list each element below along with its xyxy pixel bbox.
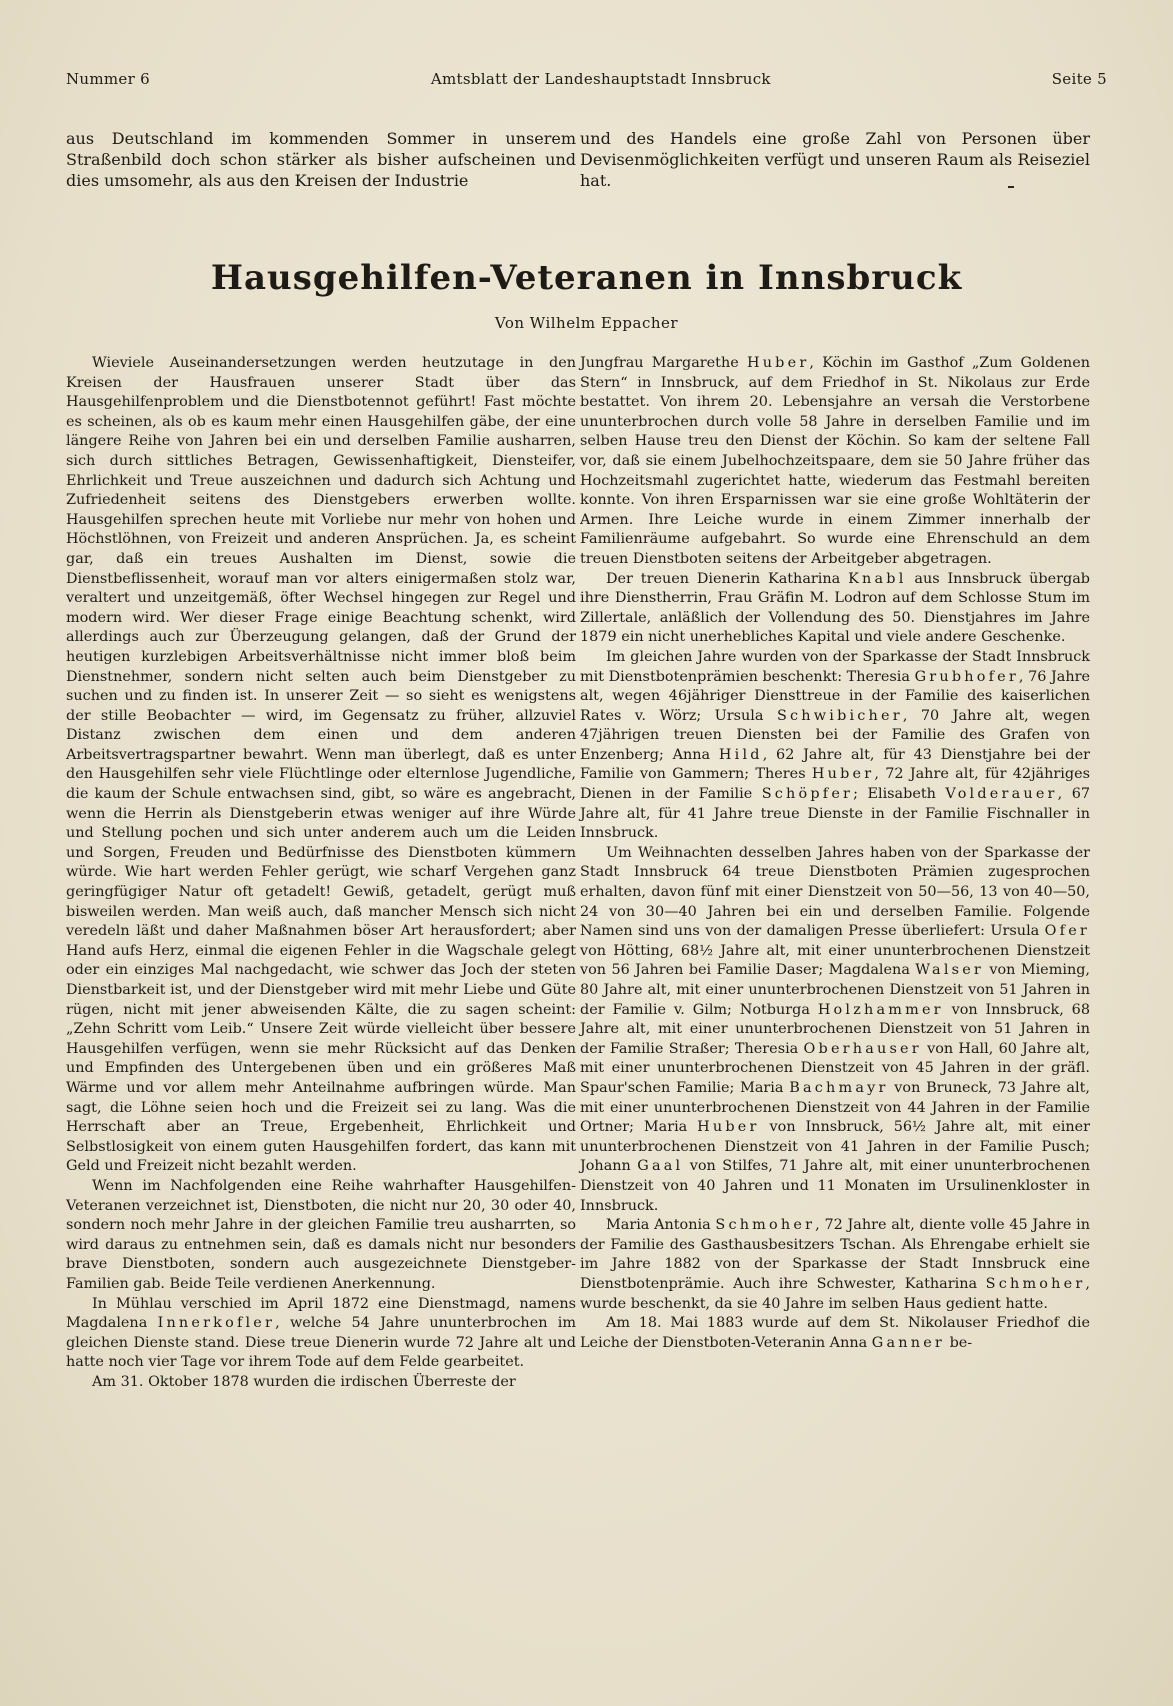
- person-name: Huber: [811, 766, 875, 783]
- person-name: Huber: [746, 355, 810, 371]
- person-name: Holzhammer: [817, 1001, 944, 1018]
- paragraph: Jungfrau Margarethe Huber, Köchin im Gasthof „Zum Goldenen Stern“ in Innsbruck, auf dem Friedhof in St. Nikolaus zur Erde bestattet. Von ihrem 20. Lebensjahre an versah die Verstorbene ununterbrochen durch volle 58 Jahre in derselben Familie und im selben Hause treu den Dienst der Köchin. So kam der seltene Fall vor, daß sie einem Jubelhochzeitspaare, dem sie 50 Jahre früher das Hochzeitsmahl zugerichtet hatte, wiederum das Festmahl bereiten konnte. Von ihren Ersparnissen war sie eine große Wohltäterin der Armen. Ihre Leiche wurde in einem Zimmer innerhalb der Familienräume aufgebahrt. So wurde eine Ehrenschuld an dem treuen Dienstboten seitens der Arbeitgeber abgetragen.: [580, 355, 1090, 567]
- person-name: Hild: [718, 746, 763, 763]
- person-name: Oberhauser: [803, 1040, 922, 1057]
- paragraph: Wenn im Nachfolgenden eine Reihe wahrhafter Hausgehilfen-Veteranen verzeichnet ist, Dienstboten, die nicht nur 20, 30 oder 40, sondern noch mehr Jahre in der gleichen Familie treu ausharrten, so wird daraus zu entnehmen sein, daß es damals nicht nur besonders brave Dienstboten, sondern auch ausgezeichnete Dienstgeber-Familien gab. Beide Teile verdienen Anerkennung.: [66, 1177, 576, 1292]
- person-name: Knabl: [848, 570, 907, 587]
- article-column-left: [66, 354, 576, 1392]
- paragraph: Am 18. Mai 1883 wurde auf dem St. Nikolauser Friedhof die Leiche der Dienstboten-Veteranin Anna Ganner be-: [580, 1315, 1090, 1351]
- page-number: Seite 5: [1051, 70, 1107, 88]
- paragraph: Am 31. Oktober 1878 wurden die irdischen Überreste der: [92, 1373, 516, 1390]
- person-name: Schwibicher: [776, 707, 903, 724]
- publication-title: Amtsblatt der Landeshauptstadt Innsbruck: [430, 70, 771, 88]
- person-name: Schmoher: [715, 1217, 816, 1234]
- person-name: Gaal: [637, 1158, 684, 1175]
- person-name: Schmoher: [985, 1275, 1086, 1292]
- paragraph: Im gleichen Jahre wurden von der Sparkasse der Stadt Innsbruck mit Dienstbotenprämien beschenkt: Theresia Grubhofer, 76 Jahre alt, wegen 46jähriger Diensttreue in der Familie des kaiserlichen Rates v. Wörz; Ursula Schwibicher, 70 Jahre alt, wegen 47jährigen treuen Diensten bei der Familie des Grafen von Enzenberg; Anna Hild, 62 Jahre alt, für 43 Dienstjahre bei der Familie von Gammern; Theres Huber, 72 Jahre alt, für 42jähriges Dienen in der Familie Schöpfer; Elisabeth Volderauer, 67 Jahre alt, für 41 Jahre treue Dienste in der Familie Fischnaller in Innsbruck.: [580, 648, 1091, 842]
- paragraph: Maria Antonia Schmoher, 72 Jahre alt, diente volle 45 Jahre in der Familie des Gasthausbesitzers Tschan. Als Ehrengabe erhielt sie im Jahre 1882 von der Sparkasse der Stadt Innsbruck eine Dienstbotenprämie. Auch ihre Schwester, Katharina Schmoher, wurde beschenkt, da sie 40 Jahre im selben Haus gedient hatte.: [580, 1217, 1090, 1312]
- issue-number: Nummer 6: [66, 70, 150, 88]
- previous-article-text-right: und des Handels eine große Zahl von Personen über Devisenmöglichkeiten verfügt und unseren Raum als Reiseziel hat.: [580, 129, 1090, 190]
- dash-mark: [1008, 186, 1014, 188]
- paragraph: Um Weihnachten desselben Jahres haben von der Sparkasse der Stadt Innsbruck 64 treue Dienstboten Prämien zugesprochen erhalten, davon fünf mit einer Dienstzeit von 50—56, 13 von 40—50, 24 von 30—40 Jahren bei ein und derselben Familie. Folgende Namen sind uns von der damaligen Presse überliefert: Ursula Ofer von Hötting, 68½ Jahre alt, mit einer ununterbrochenen Dienstzeit von 56 Jahren bei Familie Daser; Magdalena Walser von Mieming, 80 Jahre alt, mit einer ununterbrochenen Dienstzeit von 51 Jahren in der Familie v. Gilm; Notburga Holzhammer von Innsbruck, 68 Jahre alt, mit einer ununterbrochenen Dienstzeit von 51 Jahren in der Familie Straßer; Theresia Oberhauser von Hall, 60 Jahre alt, mit einer ununterbrochenen Dienstzeit von 45 Jahren in der gräfl. Spaur'schen Familie; Maria Bachmayr von Bruneck, 73 Jahre alt, mit einer ununterbrochenen Dienstzeit von 44 Jahren in der Familie Ortner; Maria Huber von Innsbruck, 56½ Jahre alt, mit einer ununterbrochenen Dienstzeit von 41 Jahren in der Familie Pusch; Johann Gaal von Stilfes, 71 Jahre alt, mit einer ununterbrochenen Dienstzeit von 40 Jahren und 11 Monaten im Ursulinenkloster in Innsbruck.: [580, 844, 1090, 1214]
- person-name: Ofer: [1044, 923, 1090, 940]
- previous-article-tail-right: [580, 128, 1090, 191]
- person-name: Volderauer: [945, 786, 1058, 803]
- previous-article-tail-left: [66, 128, 576, 191]
- page-header: [66, 70, 1107, 88]
- person-name: Grubhofer: [914, 668, 1019, 685]
- paragraph: In Mühlau verschied im April 1872 eine Dienstmagd, namens Magdalena Innerkofler, welche 54 Jahre ununterbrochen im gleichen Dienste stand. Diese treue Dienerin wurde 72 Jahre alt und hatte noch vier Tage vor ihrem Tode auf dem Felde gearbeitet.: [66, 1295, 577, 1371]
- paragraph: Wieviele Auseinandersetzungen werden heutzutage in den Kreisen der Hausfrauen unserer Stadt über das Hausgehilfenproblem und die Dienstbotennot geführt! Fast möchte es scheinen, als ob es kaum mehr einen Hausgehilfen gäbe, der eine längere Reihe von Jahren bei ein und derselben Familie ausharren, sich durch sittliches Betragen, Gewissenhaftigkeit, Diensteifer, Ehrlichkeit und Treue auszeichnen und dadurch sich Achtung und Zufriedenheit seitens des Dienstgebers erwerben wollte. Hausgehilfen sprechen heute mit Vorliebe nur mehr von hohen und Höchstlöhnen, von Freizeit und anderen Ansprüchen. Ja, es scheint gar, daß ein treues Aushalten im Dienst, sowie die Dienstbeflissenheit, worauf man vor alters einigermaßen stolz war, veraltert und unzeitgemäß, öfter Wechsel hingegen zur Regel und modern wird. Wer dieser Frage einige Beachtung schenkt, wird allerdings auch zur Überzeugung gelangen, daß der Grund der heutigen kurzlebigen Arbeitsverhältnisse nicht immer bloß beim Dienstnehmer, sondern nicht selten auch beim Dienstgeber zu suchen und zu finden ist. In unserer Zeit — so sieht es wenigstens der stille Beobachter — wird, im Gegensatz zu früher, allzuviel Distanz zwischen dem einen und dem anderen Arbeitsvertragspartner bewahrt. Wenn man überlegt, daß es unter den Hausgehilfen sehr viele Flüchtlinge oder elternlose Jugendliche, die kaum der Schule entwachsen sind, gibt, so wäre es angebracht, wenn die Herrin als Dienstgeberin etwas weniger auf ihre Würde und Stellung pochen und sich unter anderem auch um die Leiden und Sorgen, Freuden und Bedürfnisse des Dienstboten kümmern würde. Wie hart werden Fehler gerügt, wie scharf Vergehen ganz geringfügiger Natur oft getadelt! Gewiß, getadelt, gerügt muß bisweilen werden. Man weiß auch, daß mancher Mensch sich nicht veredeln läßt und daher Maßnahmen böser Art herausfordert; aber Hand aufs Herz, einmal die eigenen Fehler in die Wagschale gelegt oder ein einziges Mal nachgedacht, wie schwer das Joch der steten Dienstbarkeit ist, und der Dienstgeber wird mit mehr Liebe und Güte rügen, nicht mit jener abweisenden Kälte, die zu sagen scheint: „Zehn Schritt vom Leib.“ Unsere Zeit würde vielleicht über bessere Hausgehilfen verfügen, wenn sie mehr Rücksicht auf das Denken und Empfinden des Untergebenen üben und ein größeres Maß Wärme und vor allem mehr Anteilnahme aufbringen würde. Man sagt, die Löhne seien hoch und die Freizeit sei zu lang. Was die Herrschaft aber an Treue, Ergebenheit, Ehrlichkeit und Selbstlosigkeit von einem guten Hausgehilfen fordert, das kann mit Geld und Freizeit nicht bezahlt werden.: [66, 355, 576, 1175]
- article-title: Hausgehilfen-Veteranen in Innsbruck: [210, 258, 963, 298]
- previous-article-text-left: aus Deutschland im kommenden Sommer in unserem Straßenbild doch schon stärker als bisher aufscheinen und dies umsomehr, als aus den Kreisen der Industrie: [66, 129, 576, 190]
- person-name: Ganner: [871, 1334, 945, 1351]
- person-name: Innerkofler: [157, 1315, 276, 1332]
- person-name: Bachmayr: [789, 1079, 889, 1096]
- paragraph: Der treuen Dienerin Katharina Knabl aus Innsbruck übergab ihre Dienstherrin, Frau Gräfin M. Lodron auf dem Schlosse Stum im Zillertale, anläßlich der Vollendung des 50. Dienstjahres im Jahre 1879 ein nicht unerhebliches Kapital und viele andere Geschenke.: [580, 570, 1090, 646]
- person-name: Walser: [915, 962, 984, 979]
- article-column-right: [580, 354, 1090, 1353]
- article-byline: Von Wilhelm Eppacher: [494, 314, 679, 332]
- person-name: Schöpfer: [761, 786, 854, 803]
- person-name: Huber: [697, 1119, 760, 1136]
